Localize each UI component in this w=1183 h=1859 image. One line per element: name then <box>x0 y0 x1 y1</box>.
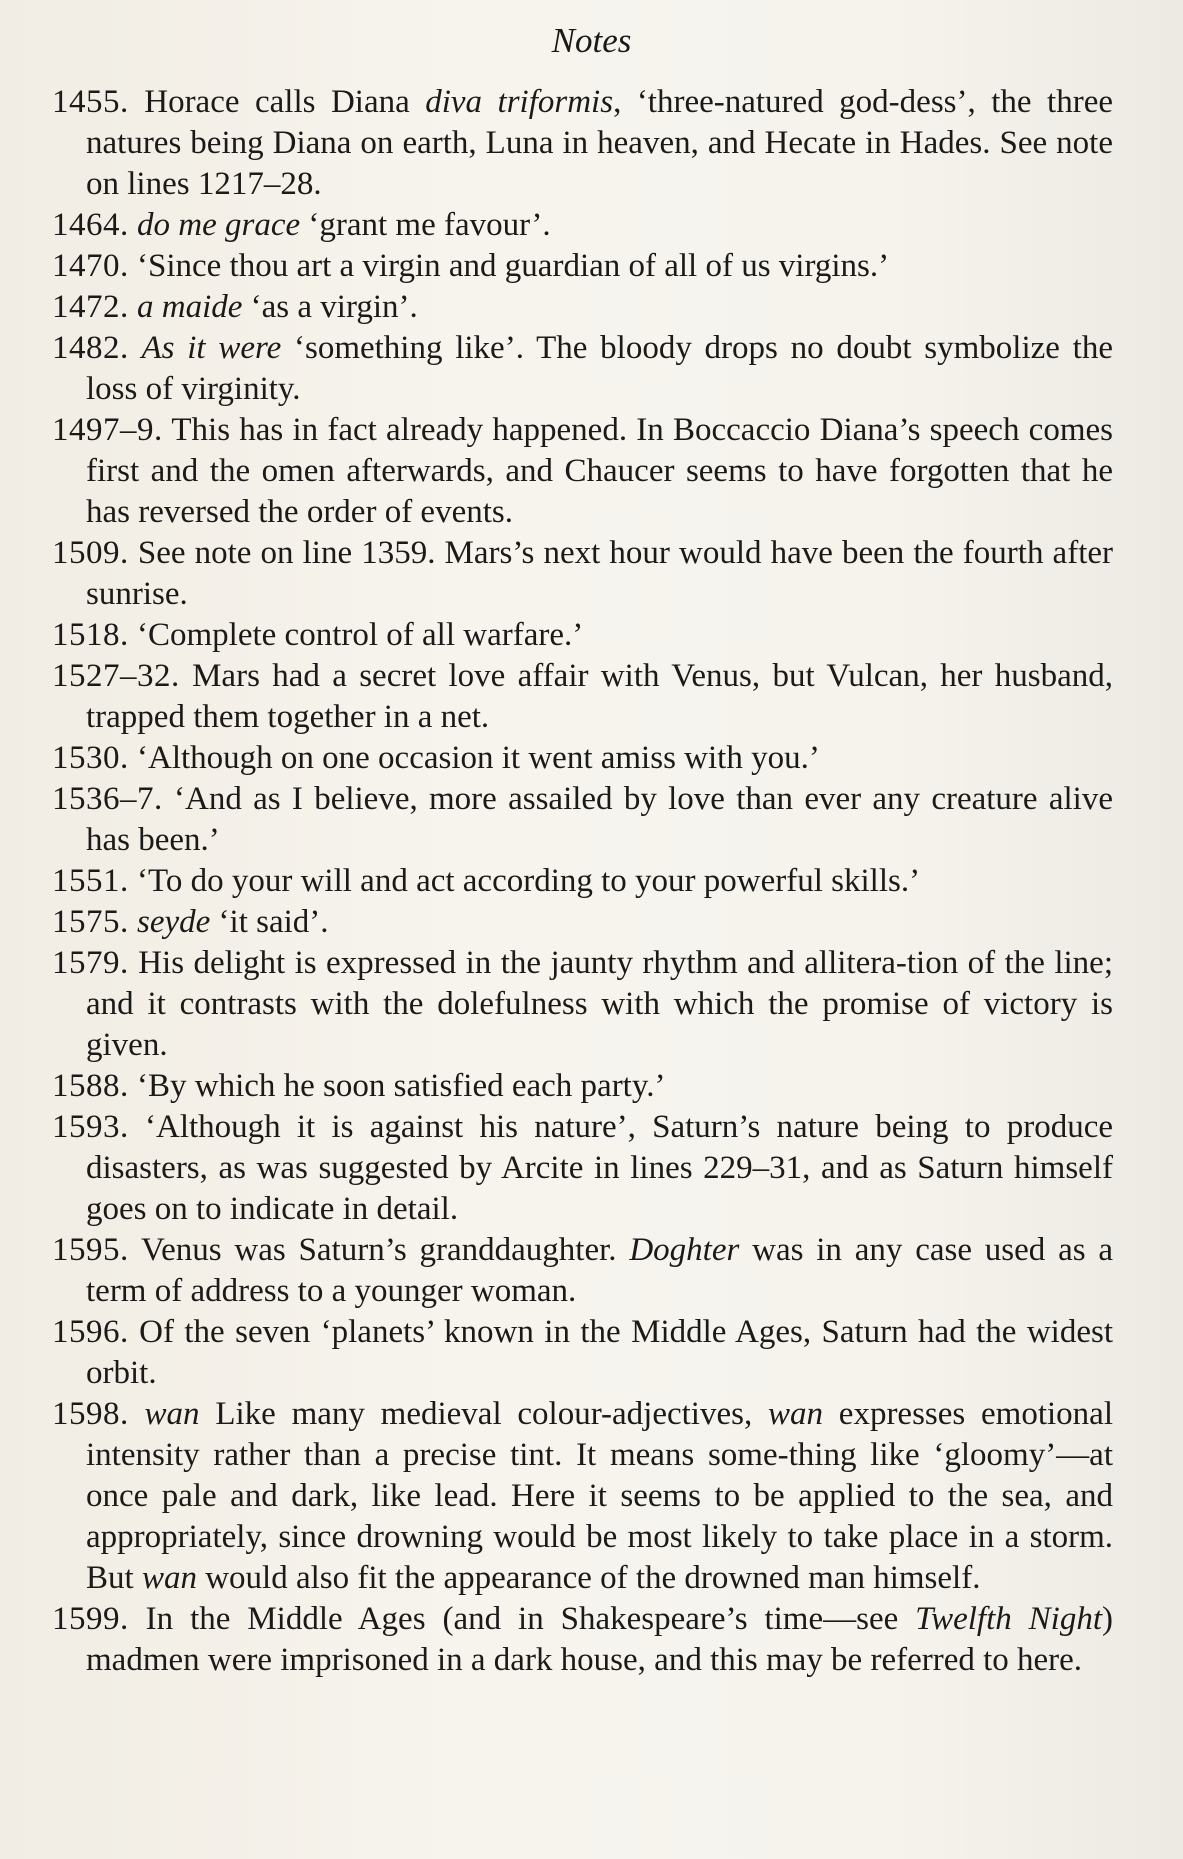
note-line-number: 1595. <box>52 1232 129 1268</box>
note-text: ‘Complete control of all warfare.’ <box>128 617 584 653</box>
note-line-number: 1470. <box>52 248 129 284</box>
note-entry <box>52 1394 1113 1599</box>
note-text: ‘To do your will and act according to your powerful skills.’ <box>128 863 921 899</box>
note-italic-term: a maide <box>137 289 243 325</box>
note-italic-term: As it were <box>141 330 282 366</box>
note-text: ‘as a virgin’. <box>242 289 418 325</box>
note-entry <box>52 246 1113 287</box>
note-entry <box>52 902 1113 943</box>
note-text: Mars had a secret love affair with Venus, but Vulcan, her husband, trapped them together in a net. <box>86 658 1113 735</box>
note-text: This has in fact already happened. In Boccaccio Diana’s speech comes first and the omen afterwards, and Chaucer seems to have forgotten that he has reversed the order of events. <box>86 412 1113 530</box>
note-text: ‘Since thou art a virgin and guardian of all of us virgins.’ <box>128 248 890 284</box>
note-line-number: 1482. <box>52 330 129 366</box>
note-entry <box>52 615 1113 656</box>
note-entry <box>52 287 1113 328</box>
note-text: ) madmen were imprisoned in a dark house, and this may be referred to here. <box>86 1601 1114 1678</box>
note-line-number: 1472. <box>52 289 129 325</box>
note-text: Horace calls Diana <box>128 84 426 120</box>
note-entry <box>52 82 1113 205</box>
note-entry <box>52 779 1113 861</box>
notes-list <box>52 82 1113 1681</box>
note-line-number: 1455. <box>52 84 129 120</box>
note-text: Of the seven ‘planets’ known in the Middle Ages, Saturn had the widest orbit. <box>86 1314 1113 1391</box>
note-line-number: 1599. <box>52 1601 129 1637</box>
note-italic-term: wan <box>768 1396 824 1432</box>
note-text <box>129 1396 145 1432</box>
note-text: was in any case used as a term of address to a younger woman. <box>86 1232 1114 1309</box>
note-italic-term: wan <box>141 1560 197 1596</box>
note-text: ‘Although it is against his nature’, Saturn’s nature being to produce disasters, as was suggested by Arcite in lines 229–31, and as Saturn himself goes on to indicate in detail. <box>86 1109 1113 1227</box>
note-italic-term: wan <box>144 1396 200 1432</box>
note-entry <box>52 533 1113 615</box>
note-entry <box>52 328 1113 410</box>
note-entry <box>52 410 1113 533</box>
note-text <box>129 330 142 366</box>
note-line-number: 1527–32. <box>52 658 180 694</box>
note-text: ‘By which he soon satisfied each party.’ <box>128 1068 666 1104</box>
note-text: Like many medieval colour-adjectives, <box>199 1396 768 1432</box>
note-line-number: 1588. <box>52 1068 129 1104</box>
note-italic-term: seyde <box>137 904 211 940</box>
note-entry <box>52 738 1113 779</box>
note-text: would also fit the appearance of the drowned man himself. <box>196 1560 981 1596</box>
note-entry <box>52 205 1113 246</box>
note-line-number: 1530. <box>52 740 129 776</box>
note-line-number: 1579. <box>52 945 129 981</box>
note-italic-term: do me grace <box>137 207 301 243</box>
note-text: His delight is expressed in the jaunty rhythm and allitera-tion of the line; and it contrasts with the dolefulness with which the promise of victory is given. <box>86 945 1113 1063</box>
note-text: ‘it said’. <box>210 904 329 940</box>
note-entry <box>52 1230 1113 1312</box>
note-text <box>129 904 137 940</box>
note-line-number: 1596. <box>52 1314 129 1350</box>
note-text: ‘grant me favour’. <box>300 207 551 243</box>
note-text: expresses emotional intensity rather than a precise tint. It means some-thing like ‘gloomy’—at once pale and dark, like lead. Here it seems to be applied to the sea, and appropriately, since drowning would be most likely to take place in a storm. But <box>86 1396 1113 1596</box>
note-line-number: 1536–7. <box>52 781 163 817</box>
note-line-number: 1575. <box>52 904 129 940</box>
note-italic-term: Doghter <box>629 1232 740 1268</box>
note-text: See note on line 1359. Mars’s next hour would have been the fourth after sunrise. <box>86 535 1113 612</box>
note-entry <box>52 1312 1113 1394</box>
note-text: In the Middle Ages (and in Shakespeare’s time—see <box>128 1601 916 1637</box>
note-italic-term: Twelfth Night <box>915 1601 1103 1637</box>
note-entry <box>52 656 1113 738</box>
note-italic-term: diva triformis <box>425 84 614 120</box>
note-line-number: 1518. <box>52 617 129 653</box>
note-entry <box>52 1599 1113 1681</box>
note-line-number: 1598. <box>52 1396 129 1432</box>
note-text: ‘something like’. The bloody drops no doubt symbolize the loss of virginity. <box>86 330 1113 407</box>
note-line-number: 1464. <box>52 207 129 243</box>
note-text: ‘And as I believe, more assailed by love than ever any creature alive has been.’ <box>86 781 1113 858</box>
note-entry <box>52 1107 1113 1230</box>
note-line-number: 1509. <box>52 535 129 571</box>
note-line-number: 1497–9. <box>52 412 163 448</box>
page-title: Notes <box>551 21 632 60</box>
note-line-number: 1551. <box>52 863 129 899</box>
note-text: Venus was Saturn’s granddaughter. <box>128 1232 630 1268</box>
note-text <box>129 207 137 243</box>
note-text: ‘Although on one occasion it went amiss with you.’ <box>128 740 820 776</box>
note-entry <box>52 1066 1113 1107</box>
note-line-number: 1593. <box>52 1109 129 1145</box>
note-text <box>129 289 137 325</box>
note-entry <box>52 861 1113 902</box>
note-text: , ‘three-natured god-dess’, the three natures being Diana on earth, Luna in heaven, and Hecate in Hades. See note on lines 1217–28. <box>86 84 1113 202</box>
note-entry <box>52 943 1113 1066</box>
